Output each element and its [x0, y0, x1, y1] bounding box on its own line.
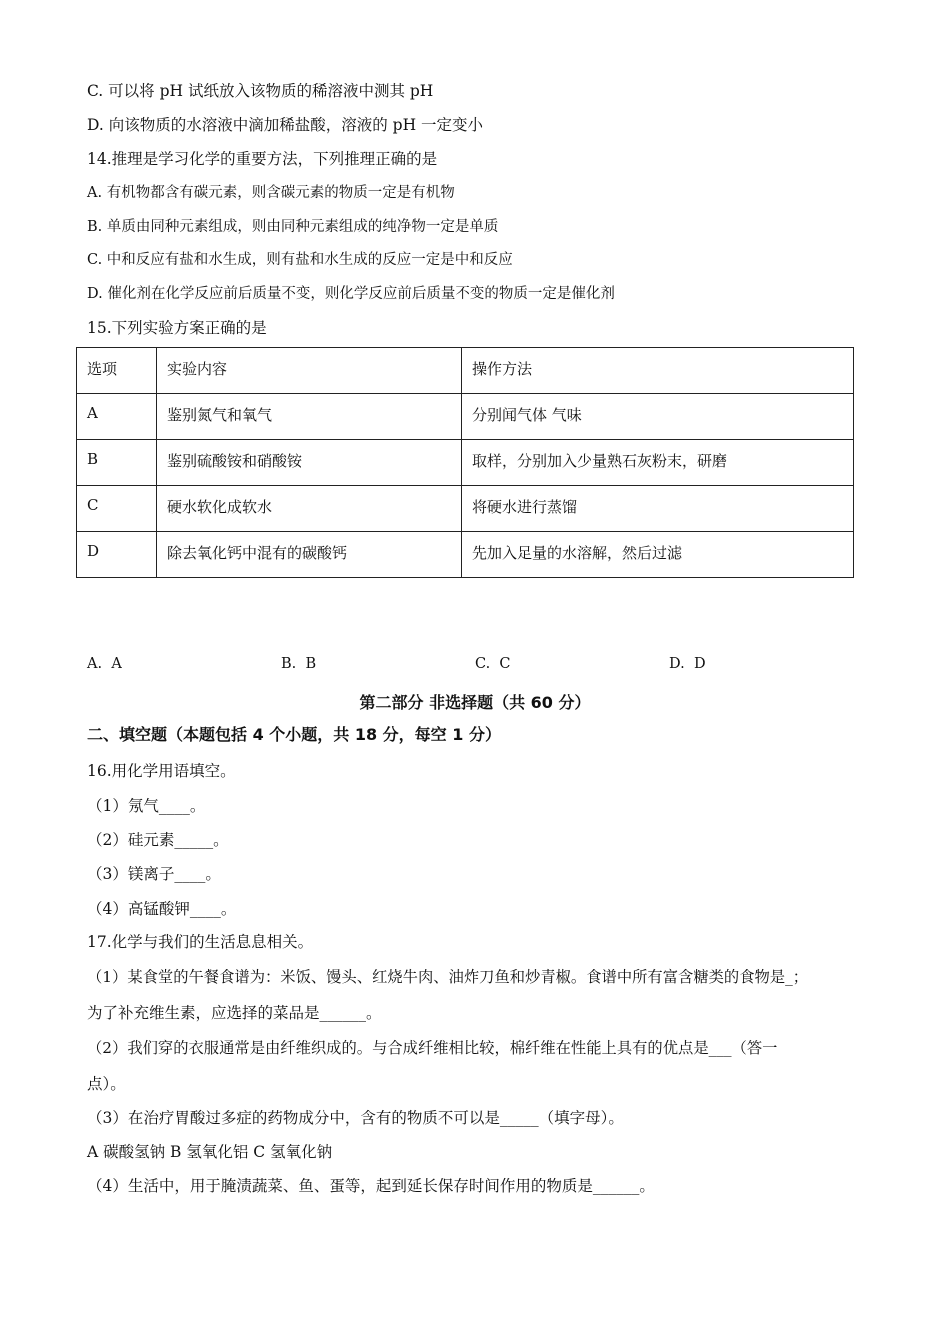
q16-item-1: （1）氖气____。 [87, 797, 206, 815]
q15-answer-d [669, 656, 706, 672]
q17-part4: （4）生活中，用于腌渍蔬菜、鱼、蛋等，起到延长保存时间作用的物质是______。 [87, 1177, 655, 1195]
header-option: 选项 [77, 348, 157, 394]
q14-option-a: A. 有机物都含有碳元素，则含碳元素的物质一定是有机物 [87, 185, 455, 201]
row-content: 除去氧化钙中混有的碳酸钙 [157, 532, 462, 578]
table-row [77, 440, 854, 486]
q17-part1-line2: 为了补充维生素，应选择的菜品是______。 [87, 1004, 382, 1022]
q15-stem: 15.下列实验方案正确的是 [87, 319, 267, 337]
row-method: 先加入足量的水溶解，然后过滤 [462, 532, 854, 578]
q16-stem: 16.用化学用语填空。 [87, 762, 236, 780]
table-row [77, 486, 854, 532]
table-row [77, 532, 854, 578]
row-option: D [77, 532, 157, 578]
q17-part3-options: A 碳酸氢钠 B 氢氧化铝 C 氢氧化钠 [87, 1143, 333, 1161]
row-content: 鉴别硫酸铵和硝酸铵 [157, 440, 462, 486]
answer-label: A. [87, 656, 103, 672]
q14-option-c: C. 中和反应有盐和水生成，则有盐和水生成的反应一定是中和反应 [87, 252, 513, 268]
section-heading: 二、填空题（本题包括 4 个小题，共 18 分，每空 1 分） [87, 725, 501, 744]
row-option: B [77, 440, 157, 486]
q15-answer-b [281, 656, 316, 672]
row-method: 将硬水进行蒸馏 [462, 486, 854, 532]
q14-stem: 14.推理是学习化学的重要方法，下列推理正确的是 [87, 150, 438, 168]
answer-label: B. [281, 656, 297, 672]
q15-answer-a [87, 656, 122, 672]
q13-option-d: D. 向该物质的水溶液中滴加稀盐酸，溶液的 pH 一定变小 [87, 116, 484, 134]
row-option: C [77, 486, 157, 532]
answer-value: B [305, 656, 317, 672]
answer-value: A [111, 656, 122, 672]
q17-part1-line1: （1）某食堂的午餐食谱为：米饭、馒头、红烧牛肉、油炸刀鱼和炒青椒。食谱中所有富含糖类的食物是_； [87, 968, 809, 986]
row-option: A [77, 394, 157, 440]
q16-item-3: （3）镁离子____。 [87, 865, 221, 883]
q17-part3: （3）在治疗胃酸过多症的药物成分中，含有的物质不可以是_____（填字母）。 [87, 1109, 624, 1127]
q15-answer-c [475, 656, 511, 672]
row-content: 鉴别氮气和氧气 [157, 394, 462, 440]
q17-stem: 17.化学与我们的生活息息相关。 [87, 933, 314, 951]
table-header-row [77, 348, 854, 394]
q14-option-b: B. 单质由同种元素组成，则由同种元素组成的纯净物一定是单质 [87, 219, 499, 235]
table-row [77, 394, 854, 440]
answer-value: D [693, 656, 706, 672]
q16-item-4: （4）高锰酸钾____。 [87, 900, 237, 918]
q17-part2-line1: （2）我们穿的衣服通常是由纤维织成的。与合成纤维相比较，棉纤维在性能上具有的优点是___（答一 [87, 1039, 778, 1057]
row-content: 硬水软化成软水 [157, 486, 462, 532]
row-method: 取样，分别加入少量熟石灰粉末，研磨 [462, 440, 854, 486]
part2-title: 第二部分 非选择题（共 60 分） [359, 693, 591, 712]
answer-value: C [499, 656, 511, 672]
q13-option-c: C. 可以将 pH 试纸放入该物质的稀溶液中测其 pH [87, 82, 434, 100]
answer-label: C. [475, 656, 491, 672]
row-method: 分别闻气体 气味 [462, 394, 854, 440]
q17-part2-line2: 点）。 [87, 1075, 126, 1093]
answer-label: D. [669, 656, 685, 672]
header-content: 实验内容 [157, 348, 462, 394]
q16-item-2: （2）硅元素_____。 [87, 831, 229, 849]
q14-option-d: D. 催化剂在化学反应前后质量不变，则化学反应前后质量不变的物质一定是催化剂 [87, 286, 615, 302]
header-method: 操作方法 [462, 348, 854, 394]
q15-table [76, 347, 854, 578]
